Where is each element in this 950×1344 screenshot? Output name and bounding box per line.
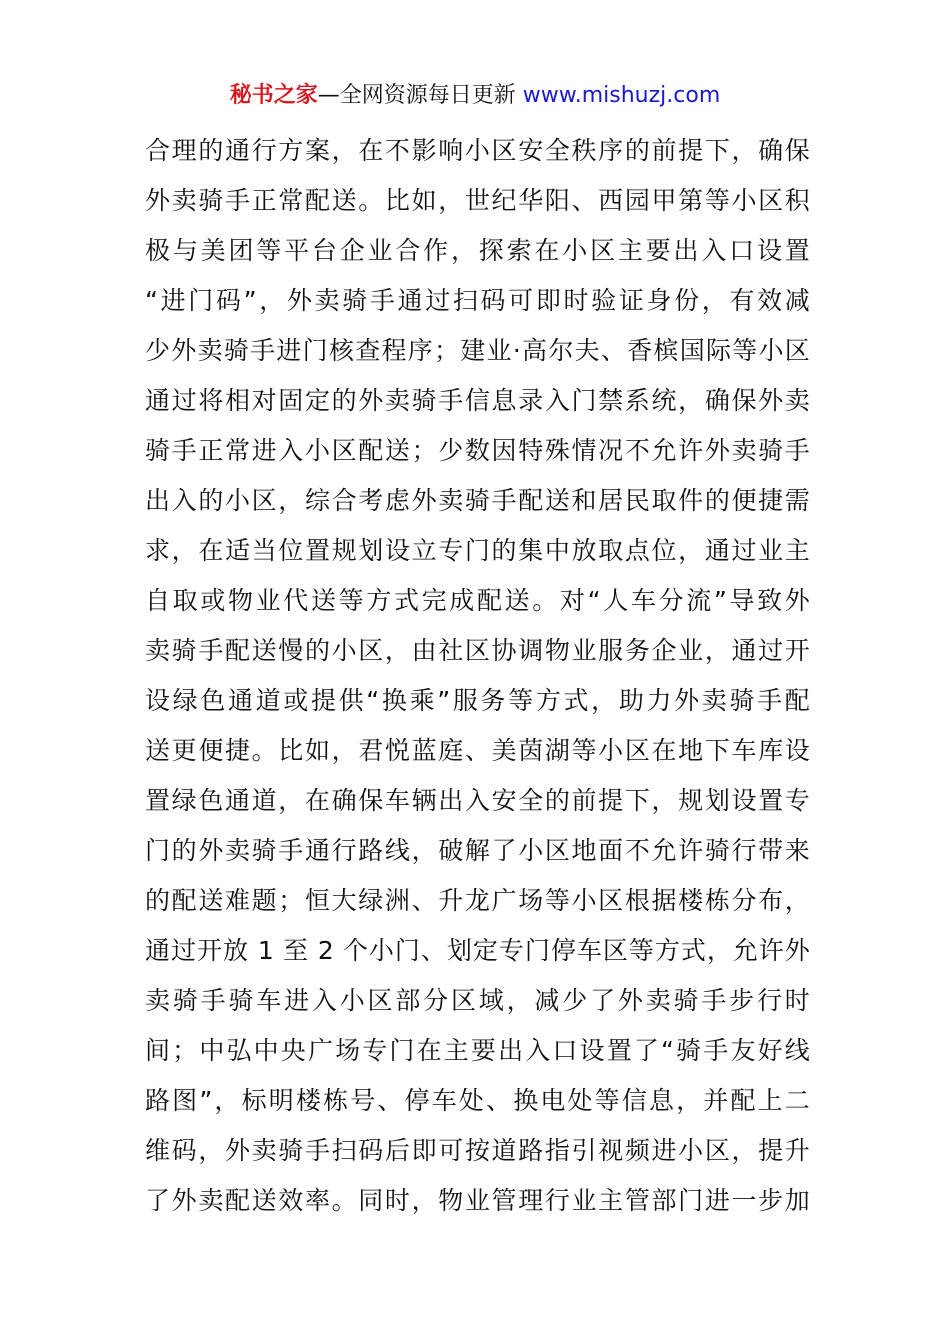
text-line: 路图”，标明楼栋号、停车处、换电处等信息，并配上二 (145, 1086, 810, 1115)
text-line: “进门码”，外卖骑手通过扫码可即时验证身份，有效减 (145, 286, 810, 315)
header-tagline: —全网资源每日更新 (317, 83, 523, 108)
page-header (0, 80, 950, 112)
text-line: 卖骑手配送慢的小区，由社区协调物业服务企业，通过开 (145, 636, 810, 665)
text-line: 送更便捷。比如，君悦蓝庭、美茵湖等小区在地下车库设 (145, 736, 810, 765)
document-body (145, 126, 810, 1226)
text-line: 合理的通行方案，在不影响小区安全秩序的前提下，确保 (145, 136, 810, 165)
text-line: 门的外卖骑手通行路线，破解了小区地面不允许骑行带来 (145, 836, 810, 865)
brand-name: 秘书之家 (229, 83, 318, 108)
text-line: 极与美团等平台企业合作，探索在小区主要出入口设置 (145, 236, 810, 265)
text-line: 骑手正常进入小区配送；少数因特殊情况不允许外卖骑手 (145, 436, 810, 465)
text-line: 设绿色通道或提供“换乘”服务等方式，助力外卖骑手配 (145, 686, 810, 715)
text-line: 外卖骑手正常配送。比如，世纪华阳、西园甲第等小区积 (145, 186, 810, 215)
text-line: 的配送难题；恒大绿洲、升龙广场等小区根据楼栋分布， (145, 886, 810, 915)
text-line: 维码，外卖骑手扫码后即可按道路指引视频进小区，提升 (145, 1136, 810, 1165)
site-url[interactable]: www.mishuzj.com (522, 83, 721, 108)
text-line: 置绿色通道，在确保车辆出入安全的前提下，规划设置专 (145, 786, 810, 815)
text-line: 通过将相对固定的外卖骑手信息录入门禁系统，确保外卖 (145, 386, 810, 415)
text-line: 自取或物业代送等方式完成配送。对“人车分流”导致外 (145, 586, 810, 615)
text-line: 卖骑手骑车进入小区部分区域，减少了外卖骑手步行时 (145, 986, 810, 1015)
text-line: 出入的小区，综合考虑外卖骑手配送和居民取件的便捷需 (145, 486, 810, 515)
text-line: 少外卖骑手进门核查程序；建业·高尔夫、香槟国际等小区 (145, 336, 810, 365)
text-line: 求，在适当位置规划设立专门的集中放取点位，通过业主 (145, 536, 810, 565)
text-line: 了外卖配送效率。同时，物业管理行业主管部门进一步加 (145, 1186, 810, 1215)
text-line: 间；中弘中央广场专门在主要出入口设置了“骑手友好线 (145, 1036, 810, 1065)
text-line: 通过开放 1 至 2 个小门、划定专门停车区等方式，允许外 (145, 936, 810, 965)
